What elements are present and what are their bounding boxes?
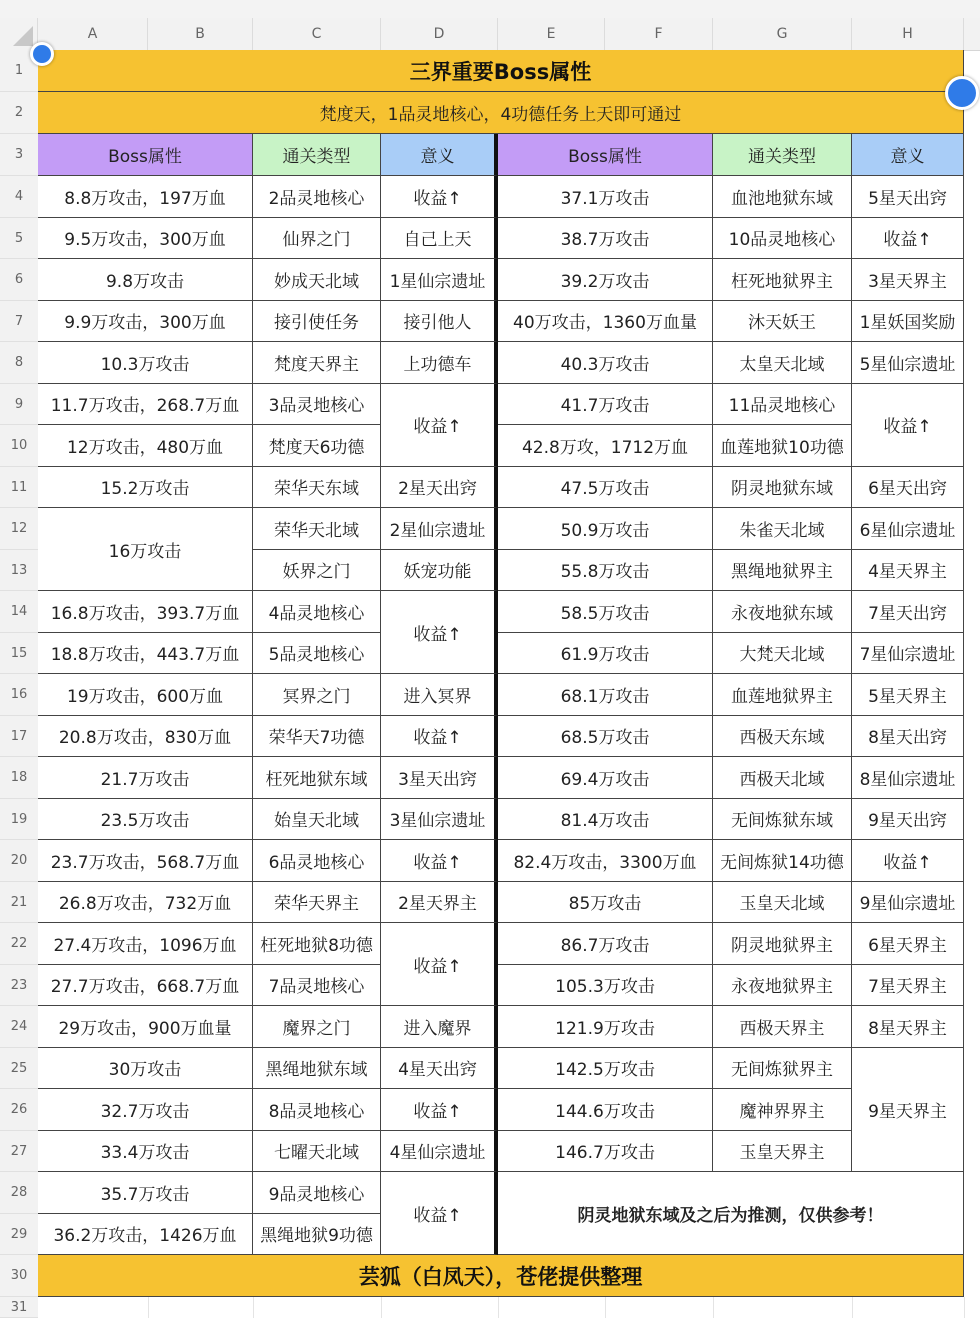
meaning-cell[interactable]: 收益↑: [381, 176, 498, 218]
meaning-cell[interactable]: 9星天出窍: [852, 799, 964, 841]
clear-type-cell[interactable]: 朱雀天北域: [713, 508, 852, 550]
clear-type-cell[interactable]: 太皇天北域: [713, 342, 852, 384]
clear-type-cell[interactable]: 荣华天东域: [253, 467, 381, 509]
row-header[interactable]: 3: [0, 134, 38, 176]
row-header[interactable]: 15: [0, 633, 38, 675]
row-header[interactable]: 1: [0, 50, 38, 92]
clear-type-cell[interactable]: 5品灵地核心: [253, 633, 381, 675]
meaning-cell[interactable]: 7星天出窍: [852, 591, 964, 633]
row-header[interactable]: 10: [0, 425, 38, 467]
selection-handle-bottom-right[interactable]: [945, 76, 979, 110]
row-header[interactable]: 21: [0, 882, 38, 924]
meaning-cell[interactable]: 接引他人: [381, 301, 498, 343]
clear-type-cell[interactable]: 3品灵地核心: [253, 384, 381, 426]
meaning-cell[interactable]: 收益↑: [381, 591, 498, 674]
meaning-cell[interactable]: 1星妖国奖励: [852, 301, 964, 343]
meaning-cell[interactable]: 7星天界主: [852, 965, 964, 1007]
clear-type-cell[interactable]: 接引使任务: [253, 301, 381, 343]
toolbar-strip: [0, 0, 980, 19]
clear-type-cell[interactable]: 11品灵地核心: [713, 384, 852, 426]
clear-type-cell[interactable]: 黑绳地狱9功德: [253, 1214, 381, 1256]
boss-attr-cell[interactable]: 61.9万攻击: [498, 633, 713, 675]
boss-attr-cell[interactable]: 9.5万攻击，300万血: [38, 218, 253, 260]
meaning-cell[interactable]: 7星仙宗遗址: [852, 633, 964, 675]
clear-type-cell[interactable]: 阴灵地狱东域: [713, 467, 852, 509]
clear-type-cell[interactable]: 血莲地狱10功德: [713, 425, 852, 467]
boss-attr-cell[interactable]: 40万攻击，1360万血量: [498, 301, 713, 343]
meaning-cell[interactable]: 4星天出窍: [381, 1048, 498, 1090]
row-header[interactable]: 22: [0, 923, 38, 965]
meaning-cell[interactable]: 6星天界主: [852, 923, 964, 965]
clear-type-cell[interactable]: 2品灵地核心: [253, 176, 381, 218]
row-header[interactable]: 4: [0, 176, 38, 218]
row-header[interactable]: 24: [0, 1006, 38, 1048]
meaning-cell[interactable]: 收益↑: [852, 384, 964, 467]
meaning-cell[interactable]: 6星天出窍: [852, 467, 964, 509]
boss-attr-cell[interactable]: 68.1万攻击: [498, 674, 713, 716]
meaning-cell[interactable]: 收益↑: [852, 840, 964, 882]
clear-type-cell[interactable]: 魔神界界主: [713, 1089, 852, 1131]
boss-attr-cell[interactable]: 15.2万攻击: [38, 467, 253, 509]
row-header[interactable]: 17: [0, 716, 38, 758]
meaning-cell[interactable]: 进入冥界: [381, 674, 498, 716]
column-header-h[interactable]: H: [852, 18, 964, 50]
meaning-cell[interactable]: 收益↑: [381, 384, 498, 467]
clear-type-cell[interactable]: 魔界之门: [253, 1006, 381, 1048]
boss-attr-cell[interactable]: 26.8万攻击，732万血: [38, 882, 253, 924]
clear-type-cell[interactable]: 9品灵地核心: [253, 1172, 381, 1214]
meaning-cell[interactable]: 进入魔界: [381, 1006, 498, 1048]
row-header[interactable]: 27: [0, 1131, 38, 1173]
clear-type-cell[interactable]: 大梵天北域: [713, 633, 852, 675]
clear-type-cell[interactable]: 血莲地狱界主: [713, 674, 852, 716]
clear-type-cell[interactable]: 血池地狱东域: [713, 176, 852, 218]
meaning-cell[interactable]: 8星天界主: [852, 1006, 964, 1048]
boss-attr-cell[interactable]: 42.8万攻，1712万血: [498, 425, 713, 467]
boss-attr-cell[interactable]: 146.7万攻击: [498, 1131, 713, 1173]
boss-attr-cell[interactable]: 18.8万攻击，443.7万血: [38, 633, 253, 675]
clear-type-cell[interactable]: 10品灵地核心: [713, 218, 852, 260]
clear-type-cell[interactable]: 西极天北域: [713, 757, 852, 799]
boss-attr-cell[interactable]: 55.8万攻击: [498, 550, 713, 592]
column-header-b[interactable]: B: [148, 18, 253, 50]
meaning-cell[interactable]: 5星仙宗遗址: [852, 342, 964, 384]
boss-attr-cell[interactable]: 32.7万攻击: [38, 1089, 253, 1131]
clear-type-cell[interactable]: 永夜地狱界主: [713, 965, 852, 1007]
boss-attr-cell[interactable]: 27.4万攻击，1096万血: [38, 923, 253, 965]
boss-attr-cell[interactable]: 20.8万攻击，830万血: [38, 716, 253, 758]
clear-type-cell[interactable]: 妙成天北域: [253, 259, 381, 301]
row-header[interactable]: 9: [0, 384, 38, 426]
boss-attr-cell[interactable]: 33.4万攻击: [38, 1131, 253, 1173]
clear-type-cell[interactable]: 西极天东域: [713, 716, 852, 758]
boss-attr-cell[interactable]: 86.7万攻击: [498, 923, 713, 965]
row-header[interactable]: 23: [0, 965, 38, 1007]
clear-type-cell[interactable]: 8品灵地核心: [253, 1089, 381, 1131]
boss-attr-cell[interactable]: 69.4万攻击: [498, 757, 713, 799]
row-header[interactable]: 29: [0, 1214, 38, 1256]
meaning-cell[interactable]: 2星天界主: [381, 882, 498, 924]
row-header[interactable]: 6: [0, 259, 38, 301]
meaning-cell[interactable]: 5星天界主: [852, 674, 964, 716]
column-header-e[interactable]: E: [498, 18, 605, 50]
clear-type-cell[interactable]: 梵度天6功德: [253, 425, 381, 467]
clear-type-cell[interactable]: 梵度天界主: [253, 342, 381, 384]
boss-attr-cell[interactable]: 9.8万攻击: [38, 259, 253, 301]
header-clear-type-right[interactable]: 通关类型: [713, 134, 852, 176]
clear-type-cell[interactable]: 枉死地狱东域: [253, 757, 381, 799]
meaning-cell[interactable]: 妖宠功能: [381, 550, 498, 592]
meaning-cell[interactable]: 收益↑: [852, 218, 964, 260]
meaning-cell[interactable]: 3星天界主: [852, 259, 964, 301]
boss-attr-cell[interactable]: 81.4万攻击: [498, 799, 713, 841]
clear-type-cell[interactable]: 沐天妖王: [713, 301, 852, 343]
column-header-bar: [0, 18, 980, 51]
meaning-cell[interactable]: 收益↑: [381, 923, 498, 1006]
clear-type-cell[interactable]: 无间炼狱东域: [713, 799, 852, 841]
selection-handle-top-left[interactable]: [30, 42, 54, 66]
clear-type-cell[interactable]: 七曜天北域: [253, 1131, 381, 1173]
boss-attr-cell[interactable]: 29万攻击，900万血量: [38, 1006, 253, 1048]
clear-type-cell[interactable]: 6品灵地核心: [253, 840, 381, 882]
boss-attr-cell[interactable]: 11.7万攻击，268.7万血: [38, 384, 253, 426]
column-header-d[interactable]: D: [381, 18, 498, 50]
row-header[interactable]: 20: [0, 840, 38, 882]
clear-type-cell[interactable]: 黑绳地狱东域: [253, 1048, 381, 1090]
boss-attr-cell[interactable]: 85万攻击: [498, 882, 713, 924]
boss-attr-cell[interactable]: 50.9万攻击: [498, 508, 713, 550]
meaning-cell[interactable]: 自己上天: [381, 218, 498, 260]
clear-type-cell[interactable]: 妖界之门: [253, 550, 381, 592]
row-header[interactable]: 7: [0, 301, 38, 343]
boss-attr-cell[interactable]: 27.7万攻击，668.7万血: [38, 965, 253, 1007]
column-header-c[interactable]: C: [253, 18, 381, 50]
header-meaning-right[interactable]: 意义: [852, 134, 964, 176]
meaning-cell[interactable]: 3星仙宗遗址: [381, 799, 498, 841]
clear-type-cell[interactable]: 仙界之门: [253, 218, 381, 260]
row-header[interactable]: 30: [0, 1255, 38, 1297]
clear-type-cell[interactable]: 荣华天北域: [253, 508, 381, 550]
boss-attr-cell[interactable]: 16万攻击: [38, 508, 253, 591]
meaning-cell[interactable]: 2星天出窍: [381, 467, 498, 509]
boss-attr-cell[interactable]: 40.3万攻击: [498, 342, 713, 384]
clear-type-cell[interactable]: 枉死地狱8功德: [253, 923, 381, 965]
clear-type-cell[interactable]: 7品灵地核心: [253, 965, 381, 1007]
row-header[interactable]: 11: [0, 467, 38, 509]
row-header[interactable]: 26: [0, 1089, 38, 1131]
meaning-cell[interactable]: 收益↑: [381, 1172, 498, 1255]
row-header[interactable]: 31: [0, 1297, 38, 1318]
clear-type-cell[interactable]: 枉死地狱界主: [713, 259, 852, 301]
boss-attr-cell[interactable]: 16.8万攻击，393.7万血: [38, 591, 253, 633]
boss-attr-cell[interactable]: 121.9万攻击: [498, 1006, 713, 1048]
row-header[interactable]: 19: [0, 799, 38, 841]
boss-attr-cell[interactable]: 19万攻击，600万血: [38, 674, 253, 716]
clear-type-cell[interactable]: 黑绳地狱界主: [713, 550, 852, 592]
boss-attr-cell[interactable]: 9.9万攻击，300万血: [38, 301, 253, 343]
clear-type-cell[interactable]: 无间炼狱14功德: [713, 840, 852, 882]
boss-attr-cell[interactable]: 39.2万攻击: [498, 259, 713, 301]
meaning-cell[interactable]: 收益↑: [381, 840, 498, 882]
meaning-cell[interactable]: 8星天出窍: [852, 716, 964, 758]
boss-attr-cell[interactable]: 38.7万攻击: [498, 218, 713, 260]
boss-attr-cell[interactable]: 12万攻击，480万血: [38, 425, 253, 467]
sheet-subtitle[interactable]: 梵度天，1品灵地核心，4功德任务上天即可通过: [38, 92, 964, 134]
sheet-title[interactable]: 三界重要Boss属性: [38, 50, 964, 92]
row-header[interactable]: 25: [0, 1048, 38, 1090]
boss-attr-cell[interactable]: 144.6万攻击: [498, 1089, 713, 1131]
boss-attr-cell[interactable]: 41.7万攻击: [498, 384, 713, 426]
boss-attr-cell[interactable]: 30万攻击: [38, 1048, 253, 1090]
row-header[interactable]: 14: [0, 591, 38, 633]
meaning-cell[interactable]: 收益↑: [381, 716, 498, 758]
meaning-cell[interactable]: 4星天界主: [852, 550, 964, 592]
clear-type-cell[interactable]: 4品灵地核心: [253, 591, 381, 633]
clear-type-cell[interactable]: 永夜地狱东域: [713, 591, 852, 633]
boss-attr-cell[interactable]: 23.7万攻击，568.7万血: [38, 840, 253, 882]
clear-type-cell[interactable]: 玉皇天界主: [713, 1131, 852, 1173]
clear-type-cell[interactable]: 冥界之门: [253, 674, 381, 716]
meaning-cell[interactable]: 5星天出窍: [852, 176, 964, 218]
boss-attr-cell[interactable]: 58.5万攻击: [498, 591, 713, 633]
header-boss-attr-right[interactable]: Boss属性: [498, 134, 713, 176]
boss-attr-cell[interactable]: 10.3万攻击: [38, 342, 253, 384]
clear-type-cell[interactable]: 荣华天7功德: [253, 716, 381, 758]
meaning-cell[interactable]: 3星天出窍: [381, 757, 498, 799]
meaning-cell[interactable]: 上功德车: [381, 342, 498, 384]
row-header[interactable]: 8: [0, 342, 38, 384]
header-clear-type-left[interactable]: 通关类型: [253, 134, 381, 176]
boss-attr-cell[interactable]: 142.5万攻击: [498, 1048, 713, 1090]
boss-attr-cell[interactable]: 8.8万攻击，197万血: [38, 176, 253, 218]
sheet-footer[interactable]: 芸狐（白凤天），苍佬提供整理: [38, 1255, 964, 1297]
boss-attr-cell[interactable]: 36.2万攻击，1426万血: [38, 1214, 253, 1256]
row-header[interactable]: 18: [0, 757, 38, 799]
meaning-cell[interactable]: 4星仙宗遗址: [381, 1131, 498, 1173]
clear-type-cell[interactable]: 玉皇天北域: [713, 882, 852, 924]
boss-attr-cell[interactable]: 47.5万攻击: [498, 467, 713, 509]
empty-row-31: [38, 1297, 980, 1318]
boss-attr-cell[interactable]: 37.1万攻击: [498, 176, 713, 218]
boss-attr-cell[interactable]: 82.4万攻击，3300万血: [498, 840, 713, 882]
row-header[interactable]: 5: [0, 218, 38, 260]
speculation-note[interactable]: 阴灵地狱东域及之后为推测，仅供参考！: [498, 1172, 964, 1255]
meaning-cell[interactable]: 6星仙宗遗址: [852, 508, 964, 550]
clear-type-cell[interactable]: 始皇天北域: [253, 799, 381, 841]
column-header-f[interactable]: F: [605, 18, 713, 50]
boss-attr-cell[interactable]: 105.3万攻击: [498, 965, 713, 1007]
meaning-cell[interactable]: 9星仙宗遗址: [852, 882, 964, 924]
row-header[interactable]: 16: [0, 674, 38, 716]
column-header-g[interactable]: G: [713, 18, 852, 50]
boss-attr-cell[interactable]: 23.5万攻击: [38, 799, 253, 841]
boss-attr-cell[interactable]: 35.7万攻击: [38, 1172, 253, 1214]
clear-type-cell[interactable]: 无间炼狱界主: [713, 1048, 852, 1090]
header-boss-attr-left[interactable]: Boss属性: [38, 134, 253, 176]
meaning-cell[interactable]: 2星仙宗遗址: [381, 508, 498, 550]
clear-type-cell[interactable]: 西极天界主: [713, 1006, 852, 1048]
row-header[interactable]: 13: [0, 550, 38, 592]
meaning-cell[interactable]: 收益↑: [381, 1089, 498, 1131]
meaning-cell[interactable]: 9星天界主: [852, 1048, 964, 1173]
boss-attr-cell[interactable]: 21.7万攻击: [38, 757, 253, 799]
column-header-a[interactable]: A: [38, 18, 148, 50]
row-header[interactable]: 12: [0, 508, 38, 550]
header-meaning-left[interactable]: 意义: [381, 134, 498, 176]
row-header-bar: [0, 50, 39, 1318]
clear-type-cell[interactable]: 阴灵地狱界主: [713, 923, 852, 965]
boss-attr-cell[interactable]: 68.5万攻击: [498, 716, 713, 758]
meaning-cell[interactable]: 1星仙宗遗址: [381, 259, 498, 301]
row-header[interactable]: 28: [0, 1172, 38, 1214]
clear-type-cell[interactable]: 荣华天界主: [253, 882, 381, 924]
row-header[interactable]: 2: [0, 92, 38, 134]
meaning-cell[interactable]: 8星仙宗遗址: [852, 757, 964, 799]
